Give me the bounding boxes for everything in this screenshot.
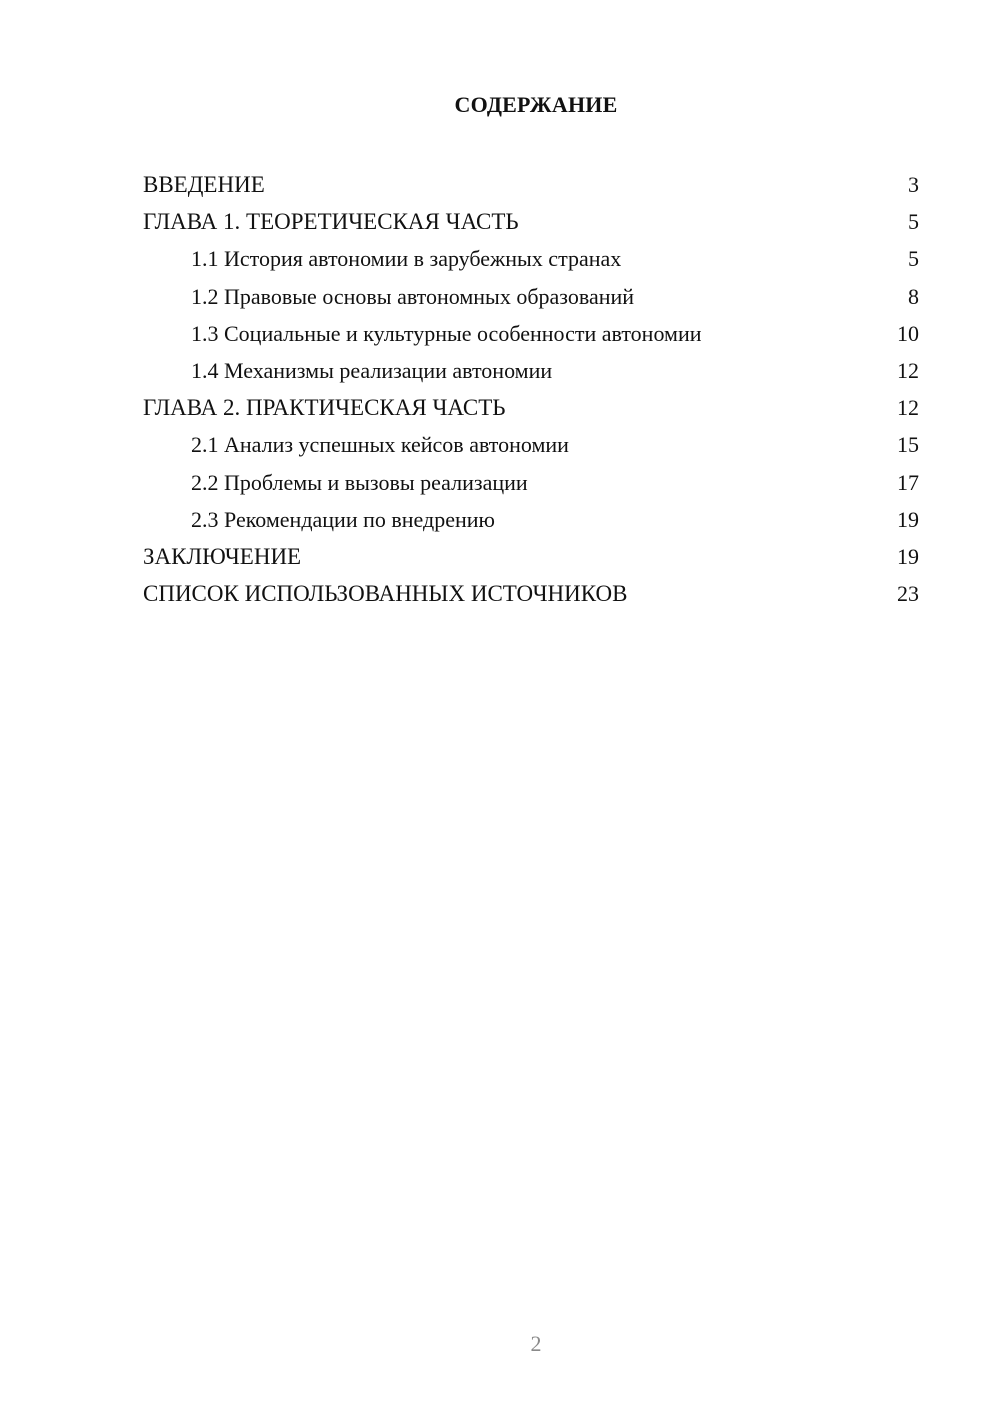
toc-entry-label: СПИСОК ИСПОЛЬЗОВАННЫХ ИСТОЧНИКОВ xyxy=(143,581,628,607)
table-of-contents xyxy=(143,166,919,612)
toc-entry-label: 1.1 История автономии в зарубежных странах xyxy=(191,246,622,272)
toc-entry-label: 1.4 Механизмы реализации автономии xyxy=(191,357,553,383)
toc-entry-page: 10 xyxy=(897,320,919,346)
toc-entry-section-1-1[interactable] xyxy=(143,240,919,277)
toc-entry-label: 2.2 Проблемы и вызовы реализации xyxy=(191,469,528,495)
toc-entry-page: 19 xyxy=(897,506,919,532)
toc-entry-section-2-3[interactable] xyxy=(143,501,919,538)
page-number: 2 xyxy=(530,1331,542,1356)
toc-entry-introduction[interactable] xyxy=(143,166,919,203)
toc-entry-page: 5 xyxy=(908,246,919,272)
toc-entry-section-1-4[interactable] xyxy=(143,352,919,389)
page-title: СОДЕРЖАНИЕ xyxy=(454,92,618,117)
toc-entry-page: 8 xyxy=(908,283,919,309)
toc-entry-page: 3 xyxy=(908,172,919,197)
toc-entry-label: 1.3 Социальные и культурные особенности автономии xyxy=(191,320,702,346)
toc-entry-section-2-2[interactable] xyxy=(143,464,919,501)
toc-entry-page: 19 xyxy=(897,543,919,569)
toc-entry-page: 12 xyxy=(897,357,919,383)
toc-entry-section-1-2[interactable] xyxy=(143,278,919,315)
toc-entry-label: ЗАКЛЮЧЕНИЕ xyxy=(143,543,302,569)
toc-entry-label: 1.2 Правовые основы автономных образований xyxy=(191,283,635,309)
toc-entry-conclusion[interactable] xyxy=(143,538,919,575)
toc-entry-chapter-1[interactable] xyxy=(143,203,919,240)
toc-entry-page: 17 xyxy=(897,469,919,495)
toc-entry-label: ГЛАВА 1. ТЕОРЕТИЧЕСКАЯ ЧАСТЬ xyxy=(143,209,519,235)
toc-entry-label: ВВЕДЕНИЕ xyxy=(143,172,265,197)
toc-entry-page: 12 xyxy=(897,395,919,421)
toc-entry-label: 2.1 Анализ успешных кейсов автономии xyxy=(191,432,569,458)
toc-entry-chapter-2[interactable] xyxy=(143,389,919,426)
toc-entry-section-2-1[interactable] xyxy=(143,426,919,463)
toc-entry-page: 23 xyxy=(897,581,919,607)
toc-entry-page: 15 xyxy=(897,432,919,458)
toc-entry-references[interactable] xyxy=(143,575,919,612)
toc-entry-page: 5 xyxy=(908,209,919,235)
toc-entry-label: 2.3 Рекомендации по внедрению xyxy=(191,506,495,532)
toc-entry-section-1-3[interactable] xyxy=(143,315,919,352)
toc-entry-label: ГЛАВА 2. ПРАКТИЧЕСКАЯ ЧАСТЬ xyxy=(143,395,506,421)
